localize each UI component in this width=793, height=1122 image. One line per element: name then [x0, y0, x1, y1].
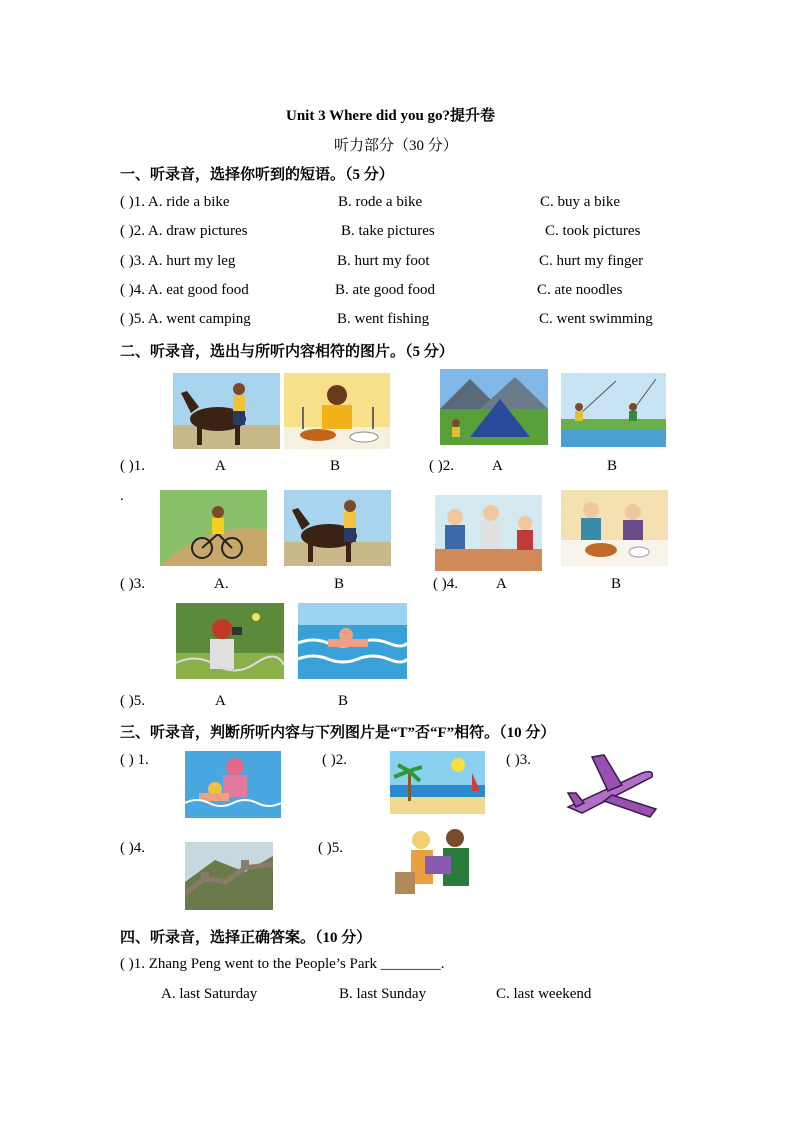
s4-q1-option-c: C. last weekend	[496, 986, 592, 1002]
s2-q2-option-a: A	[492, 458, 503, 474]
s2-q2a-camping-image	[440, 369, 548, 445]
s1-q3-b: B. hurt my foot	[337, 253, 430, 269]
s3-item3-airplane-image	[562, 751, 661, 823]
s2-q5b-swimming-image	[298, 603, 407, 679]
s1-q1-a: ( )1. A. ride a bike	[120, 194, 230, 210]
s1-q4-a: ( )4. A. eat good food	[120, 282, 249, 298]
s2-q1-option-a: A	[215, 458, 226, 474]
page-title: Unit 3 Where did you go?提升卷	[286, 108, 496, 124]
page-subtitle: 听力部分（30 分）	[334, 138, 458, 154]
s3-item1-swimming-lesson-image	[185, 751, 281, 818]
s2-q1-label: ( )1.	[120, 458, 145, 474]
s2-q5-option-b: B	[338, 693, 349, 709]
s3-item1-label: ( ) 1.	[120, 752, 149, 768]
s1-q4-c: C. ate noodles	[537, 282, 623, 298]
s2-q5a-taking-photos-image	[176, 603, 284, 679]
s2-q4b-family-dinner-image	[561, 490, 668, 566]
s2-q5-option-a: A	[215, 693, 226, 709]
s2-q4-label: ( )4.	[433, 576, 458, 592]
stray-dot: .	[120, 488, 124, 504]
s3-item2-label: ( )2.	[322, 752, 347, 768]
s2-q3-option-a: A.	[214, 576, 229, 592]
s4-q1-text: ( )1. Zhang Peng went to the People’s Park ________.	[120, 956, 445, 972]
s3-item3-label: ( )3.	[506, 752, 531, 768]
s2-q5-label: ( )5.	[120, 693, 145, 709]
s1-q1-b: B. rode a bike	[338, 194, 423, 210]
section1-heading: 一、听录音，选择你听到的短语。（5 分）	[120, 167, 394, 183]
s1-q5-a: ( )5. A. went camping	[120, 311, 251, 327]
s1-q2-b: B. take pictures	[341, 223, 435, 239]
s4-q1-option-b: B. last Sunday	[339, 986, 427, 1002]
s2-q3b-horse-riding-image	[284, 490, 391, 566]
s2-q1-option-b: B	[330, 458, 341, 474]
s1-q4-b: B. ate good food	[335, 282, 435, 298]
s2-q3a-bike-image	[160, 490, 267, 566]
s3-item5-label: ( )5.	[318, 840, 343, 856]
s3-item4-label: ( )4.	[120, 840, 145, 856]
s3-item2-beach-image	[390, 751, 485, 814]
s2-q2-option-b: B	[607, 458, 618, 474]
s2-q3-option-b: B	[334, 576, 345, 592]
s1-q3-a: ( )3. A. hurt my leg	[120, 253, 236, 269]
s2-q1b-eating-image	[284, 373, 390, 449]
s2-q2-label: ( )2.	[429, 458, 454, 474]
s2-q4-option-b: B	[611, 576, 622, 592]
s2-q3-label: ( )3.	[120, 576, 145, 592]
s1-q2-c: C. took pictures	[545, 223, 641, 239]
s2-q4a-family-eating-image	[435, 495, 542, 571]
section3-heading: 三、听录音，判断所听内容与下列图片是“T”否“F”相符。（10 分）	[120, 725, 556, 741]
s4-q1-option-a: A. last Saturday	[161, 986, 258, 1002]
s2-q2b-fishing-image	[561, 373, 666, 447]
s2-q4-option-a: A	[496, 576, 507, 592]
s3-item5-shopping-image	[389, 826, 483, 900]
s1-q1-c: C. buy a bike	[540, 194, 620, 210]
s1-q5-c: C. went swimming	[539, 311, 653, 327]
section2-heading: 二、听录音，选出与所听内容相符的图片。（5 分）	[120, 344, 454, 360]
s1-q3-c: C. hurt my finger	[539, 253, 644, 269]
section4-heading: 四、听录音，选择正确答案。（10 分）	[120, 930, 372, 946]
s1-q2-a: ( )2. A. draw pictures	[120, 223, 248, 239]
s2-q1a-horse-riding-image	[173, 373, 280, 449]
s1-q5-b: B. went fishing	[337, 311, 430, 327]
s3-item4-great-wall-image	[185, 842, 273, 910]
